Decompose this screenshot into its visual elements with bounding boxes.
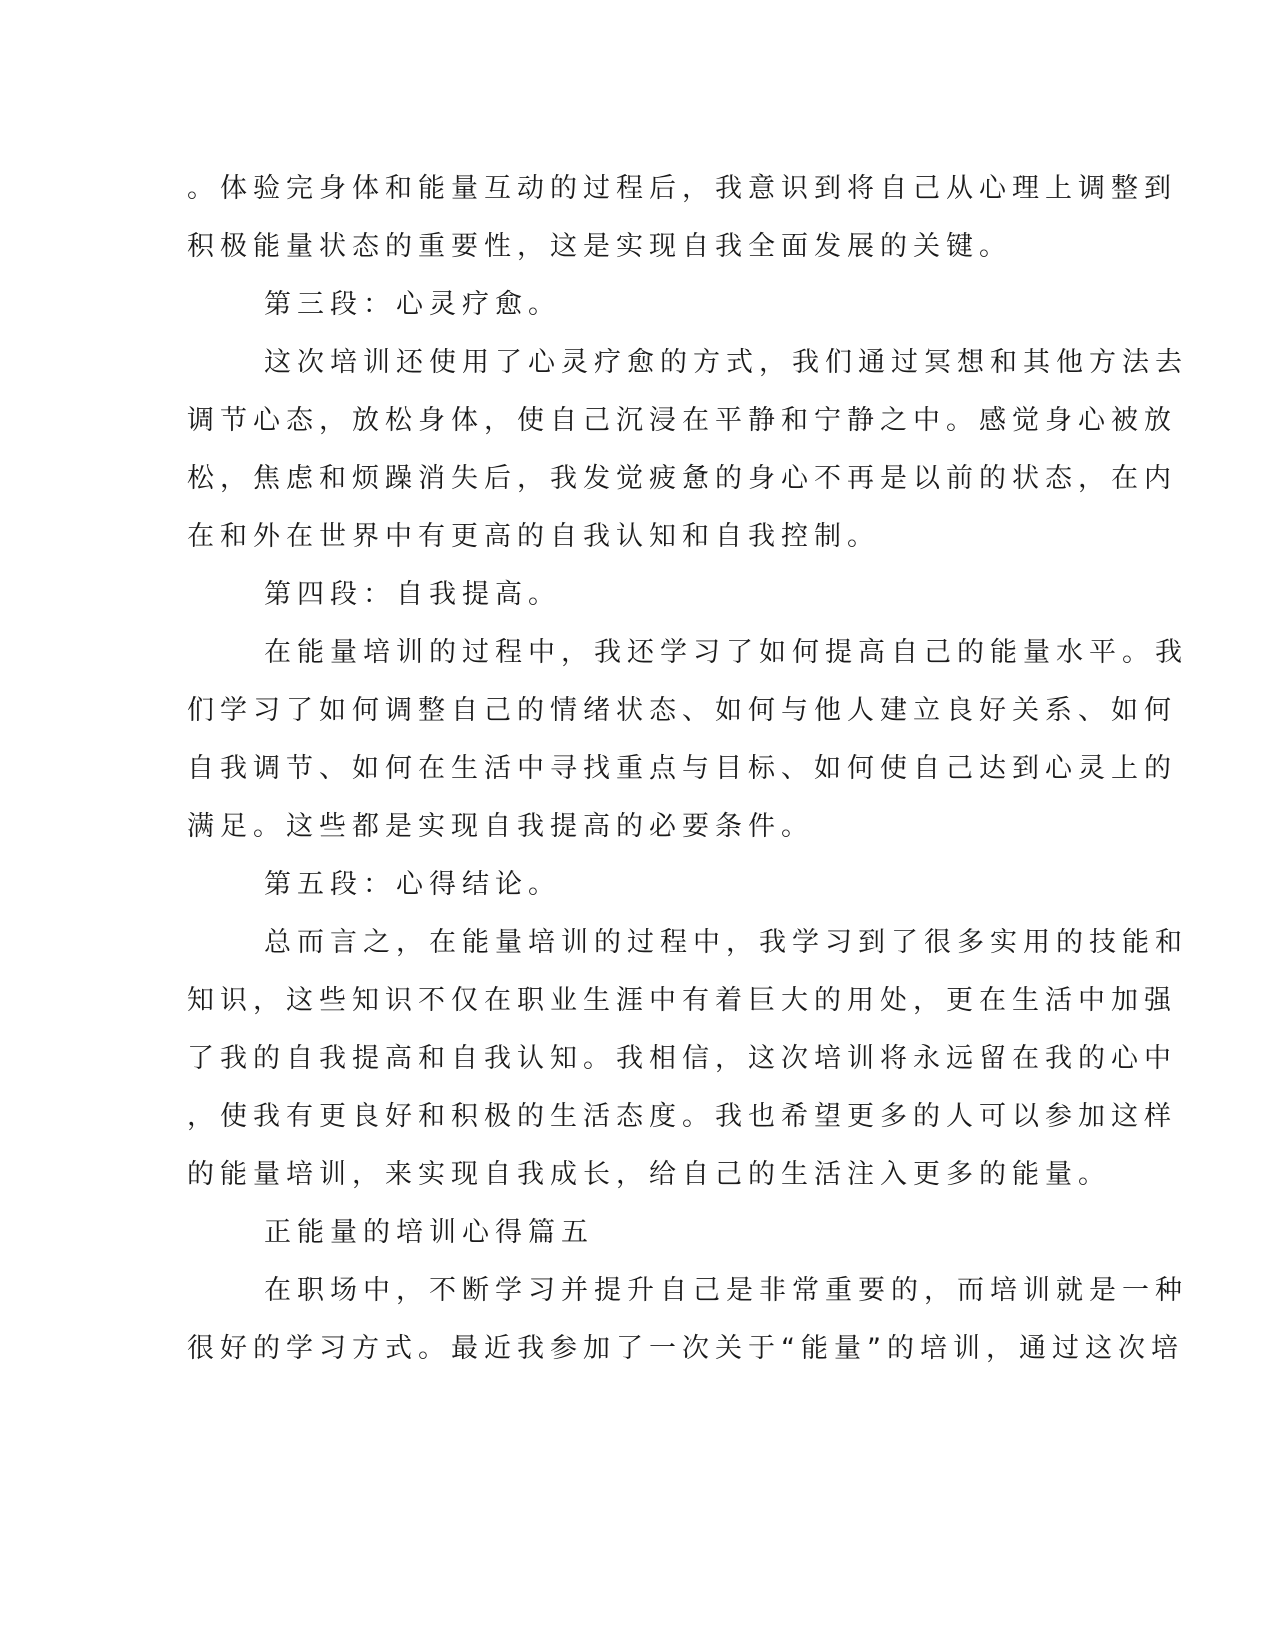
paragraph-line: 积极能量状态的重要性，这是实现自我全面发展的关键。	[187, 231, 1012, 262]
paragraph-line: 在职场中，不断学习并提升自己是非常重要的，而培训就是一种	[264, 1275, 1188, 1306]
section-heading: 第三段：心灵疗愈。	[264, 289, 561, 320]
paragraph-line: 调节心态，放松身体，使自己沉浸在平静和宁静之中。感觉身心被放	[187, 405, 1177, 436]
paragraph-line: 很好的学习方式。最近我参加了一次关于“能量”的培训，通过这次培	[187, 1333, 1184, 1364]
paragraph-line: 了我的自我提高和自我认知。我相信，这次培训将永远留在我的心中	[187, 1043, 1177, 1074]
paragraph-line: 知识，这些知识不仅在职业生涯中有着巨大的用处，更在生活中加强	[187, 985, 1177, 1016]
article-title: 正能量的培训心得篇五	[264, 1217, 594, 1248]
paragraph-line: 在和外在世界中有更高的自我认知和自我控制。	[187, 521, 880, 552]
section-heading: 第四段：自我提高。	[264, 579, 561, 610]
paragraph-line: ，使我有更良好和积极的生活态度。我也希望更多的人可以参加这样	[187, 1101, 1177, 1132]
paragraph-line: 这次培训还使用了心灵疗愈的方式，我们通过冥想和其他方法去	[264, 347, 1188, 378]
paragraph-line: 自我调节、如何在生活中寻找重点与目标、如何使自己达到心灵上的	[187, 753, 1177, 784]
paragraph-line: 的能量培训，来实现自我成长，给自己的生活注入更多的能量。	[187, 1159, 1111, 1190]
section-heading: 第五段：心得结论。	[264, 869, 561, 900]
paragraph-line: 满足。这些都是实现自我提高的必要条件。	[187, 811, 814, 842]
paragraph-line: 总而言之，在能量培训的过程中，我学习到了很多实用的技能和	[264, 927, 1188, 958]
paragraph-line: 。体验完身体和能量互动的过程后，我意识到将自己从心理上调整到	[187, 173, 1177, 204]
paragraph-line: 们学习了如何调整自己的情绪状态、如何与他人建立良好关系、如何	[187, 695, 1177, 726]
paragraph-line: 松，焦虑和烦躁消失后，我发觉疲惫的身心不再是以前的状态，在内	[187, 463, 1177, 494]
paragraph-line: 在能量培训的过程中，我还学习了如何提高自己的能量水平。我	[264, 637, 1188, 668]
